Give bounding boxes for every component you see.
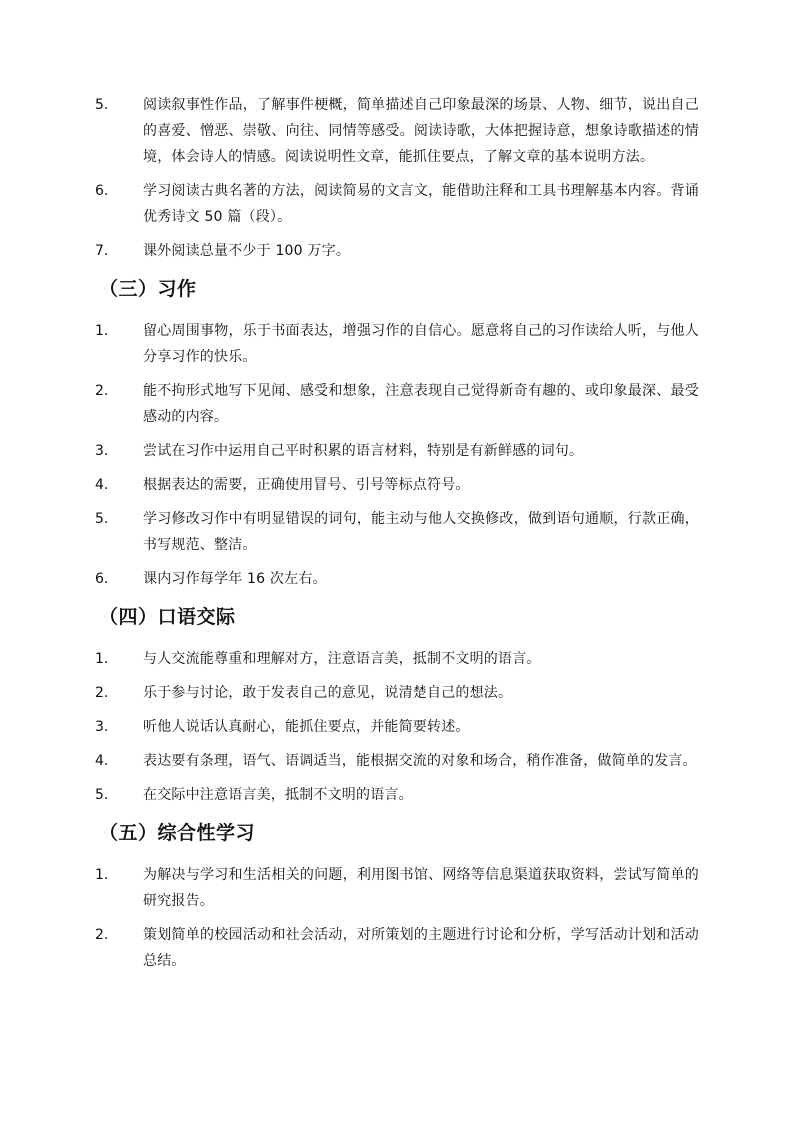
- document-page: [0, 92, 794, 982]
- list-number: 1.: [95, 651, 109, 667]
- list-text: 表达要有条理，语气、语调适当，能根据交流的对象和场合，稍作准备，做简单的发言。: [143, 753, 697, 769]
- integrated-list: [0, 862, 794, 974]
- list-text: 乐于参与讨论，敢于发表自己的意见，说清楚自己的想法。: [143, 685, 513, 701]
- list-number: 5.: [95, 787, 109, 803]
- list-text: 与人交流能尊重和理解对方，注意语言美，抵制不文明的语言。: [143, 651, 541, 667]
- list-number: 3.: [95, 719, 109, 735]
- list-text: 学习修改习作中有明显错误的词句，能主动与他人交换修改，做到语句通顺，行款正确，书写规范、整洁。: [143, 511, 699, 553]
- list-number: 4.: [95, 753, 109, 769]
- list-item: [0, 862, 794, 914]
- list-text: 阅读叙事性作品，了解事件梗概，简单描述自己印象最深的场景、人物、细节，说出自己的喜爱、憎恶、崇敬、向往、同情等感受。阅读诗歌，大体把握诗意，想象诗歌描述的情境，体会诗人的情感。阅读说明性文章，能抓住要点，了解文章的基本说明方法。: [143, 97, 699, 165]
- list-text: 课内习作每学年 16 次左右。: [143, 571, 327, 587]
- list-number: 2.: [95, 685, 109, 701]
- list-item: [0, 714, 794, 740]
- list-text: 能不拘形式地写下见闻、感受和想象，注意表现自己觉得新奇有趣的、或印象最深、最受感动的内容。: [143, 383, 699, 425]
- list-text: 尝试在习作中运用自己平时积累的语言材料，特别是有新鲜感的词句。: [143, 443, 584, 459]
- list-item: [0, 178, 794, 230]
- list-number: 6.: [95, 571, 109, 587]
- list-text: 学习阅读古典名著的方法，阅读简易的文言文，能借助注释和工具书理解基本内容。背诵优秀诗文 50 篇（段）。: [143, 183, 699, 225]
- list-item: [0, 472, 794, 498]
- list-item: [0, 748, 794, 774]
- list-item: [0, 438, 794, 464]
- writing-list: [0, 318, 794, 592]
- list-number: 2.: [95, 383, 109, 399]
- list-item: [0, 680, 794, 706]
- list-item: [0, 646, 794, 672]
- list-item: [0, 92, 794, 170]
- list-item: [0, 922, 794, 974]
- list-item: [0, 238, 794, 264]
- section-heading-writing: （三）习作: [99, 278, 197, 300]
- list-text: 课外阅读总量不少于 100 万字。: [143, 243, 351, 259]
- list-number: 1.: [95, 323, 109, 339]
- reading-list-continued: [0, 92, 794, 264]
- list-text: 在交际中注意语言美，抵制不文明的语言。: [143, 787, 413, 803]
- list-number: 6.: [95, 183, 109, 199]
- list-item: [0, 782, 794, 808]
- list-text: 根据表达的需要，正确使用冒号、引号等标点符号。: [143, 477, 470, 493]
- list-number: 5.: [95, 511, 109, 527]
- list-item: [0, 506, 794, 558]
- list-number: 7.: [95, 243, 109, 259]
- list-item: [0, 566, 794, 592]
- list-number: 4.: [95, 477, 109, 493]
- oral-list: [0, 646, 794, 808]
- list-number: 2.: [95, 927, 109, 943]
- list-item: [0, 378, 794, 430]
- section-heading-oral: （四）口语交际: [99, 606, 236, 628]
- list-number: 1.: [95, 867, 109, 883]
- section-heading-integrated: （五）综合性学习: [99, 822, 256, 844]
- list-text: 留心周围事物，乐于书面表达，增强习作的自信心。愿意将自己的习作读给人听，与他人分享习作的快乐。: [143, 323, 699, 365]
- list-number: 5.: [95, 97, 109, 113]
- list-text: 为解决与学习和生活相关的问题，利用图书馆、网络等信息渠道获取资料，尝试写简单的研究报告。: [143, 867, 699, 909]
- list-text: 策划简单的校园活动和社会活动，对所策划的主题进行讨论和分析，学写活动计划和活动总结。: [143, 927, 699, 969]
- list-item: [0, 318, 794, 370]
- list-number: 3.: [95, 443, 109, 459]
- list-text: 听他人说话认真耐心，能抓住要点，并能简要转述。: [143, 719, 470, 735]
